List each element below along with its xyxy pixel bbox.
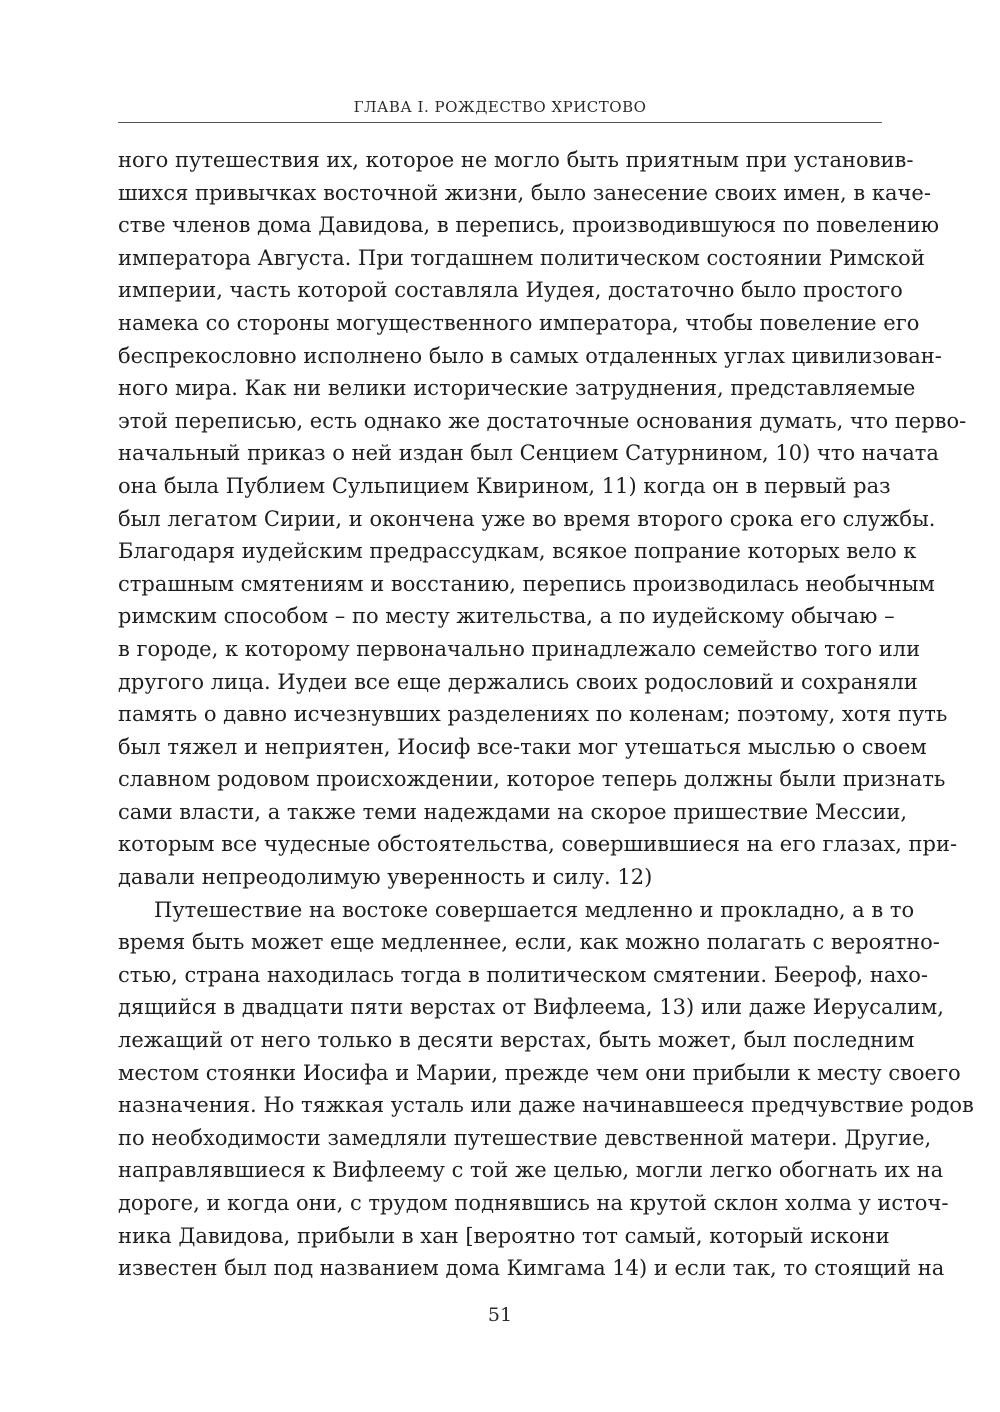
text-line: давали непреодолимую уверенность и силу. 12) bbox=[118, 865, 653, 890]
text-line: страшным смятениям и восстанию, перепись производилась необычным bbox=[118, 571, 935, 596]
text-line: дороге, и когда они, с трудом поднявшись на крутой склон холма у источ- bbox=[118, 1191, 949, 1215]
text-line: этой переписью, есть однако же достаточные основания думать, что перво- bbox=[118, 408, 967, 433]
text-line: стью, страна находилась тогда в политическом смятении. Беероф, нахо- bbox=[118, 962, 928, 987]
text-line: назначения. Но тяжкая усталь или даже начинавшееся предчувствие родов bbox=[118, 1093, 974, 1118]
text-line: Благодаря иудейским предрассудкам, всякое попрание которых вело к bbox=[118, 539, 917, 564]
text-line: память о давно исчезнувших разделениях по коленам; поэтому, хотя путь bbox=[118, 702, 948, 727]
body-text bbox=[118, 144, 974, 1285]
header-rule bbox=[118, 122, 882, 123]
text-line: империи, часть которой составляла Иудея, достаточно было простого bbox=[118, 278, 903, 303]
text-line: по необходимости замедляли путешествие девственной матери. Другие, bbox=[118, 1125, 932, 1150]
text-line: был тяжел и неприятен, Иосиф все-таки мог утешаться мыслью о своем bbox=[118, 734, 927, 759]
text-line: славном родовом происхождении, которое теперь должны были признать bbox=[118, 767, 946, 792]
text-line: она была Публием Сульпицием Квирином, 11) когда он в первый раз bbox=[118, 473, 891, 498]
text-line: сами власти, а также теми надеждами на скорое пришествие Мессии, bbox=[118, 799, 907, 824]
text-line: ного мира. Как ни велики исторические затруднения, представляемые bbox=[118, 376, 916, 401]
text-line: известен был под названием дома Кимгама 14) и если так, то стоящий на bbox=[118, 1256, 945, 1281]
running-head: ГЛАВА I. РОЖДЕСТВО ХРИСТОВО bbox=[353, 98, 647, 116]
text-line: дящийся в двадцати пяти верстах от Вифлеема, 13) или даже Иерусалим, bbox=[118, 995, 944, 1020]
text-line: римским способом – по месту жительства, а по иудейскому обычаю – bbox=[118, 604, 895, 629]
text-line: ного путешествия их, которое не могло быть приятным при установив- bbox=[118, 148, 914, 172]
text-line: начальный приказ о ней издан был Сенцием Сатурнином, 10) что начата bbox=[118, 441, 939, 466]
text-line: стве членов дома Давидова, в перепись, производившуюся по повелению bbox=[118, 213, 940, 238]
text-line: был легатом Сирии, и окончена уже во время второго срока его службы. bbox=[118, 506, 936, 531]
text-line: намека со стороны могущественного императора, чтобы повеление его bbox=[118, 310, 920, 335]
text-line: беспрекословно исполнено было в самых отдаленных углах цивилизован- bbox=[118, 343, 942, 368]
text-line: направлявшиеся к Вифлеему с той же целью, могли легко обогнать их на bbox=[118, 1158, 944, 1183]
text-line: императора Августа. При тогдашнем политическом состоянии Римской bbox=[118, 245, 925, 270]
text-line: местом стоянки Иосифа и Марии, прежде чем они прибыли к месту своего bbox=[118, 1060, 961, 1085]
text-line: другого лица. Иудеи все еще держались своих родословий и сохраняли bbox=[118, 669, 918, 694]
paragraph-1 bbox=[118, 144, 967, 894]
text-line: время быть может еще медленнее, если, как можно полагать с вероятно- bbox=[118, 930, 940, 955]
text-line: Путешествие на востоке совершается медленно и прокладно, а в то bbox=[154, 897, 915, 922]
paragraph-2 bbox=[118, 894, 974, 1285]
text-line: шихся привычках восточной жизни, было занесение своих имен, в каче- bbox=[118, 180, 931, 205]
text-line: ника Давидова, прибыли в хан [вероятно тот самый, который искони bbox=[118, 1223, 890, 1248]
page-number: 51 bbox=[487, 1304, 513, 1326]
text-line: которым все чудесные обстоятельства, совершившиеся на его глазах, при- bbox=[118, 832, 958, 857]
text-line: лежащий от него только в десяти верстах, быть может, был последним bbox=[118, 1028, 915, 1053]
text-line: в городе, к которому первоначально принадлежало семейство того или bbox=[118, 636, 921, 661]
